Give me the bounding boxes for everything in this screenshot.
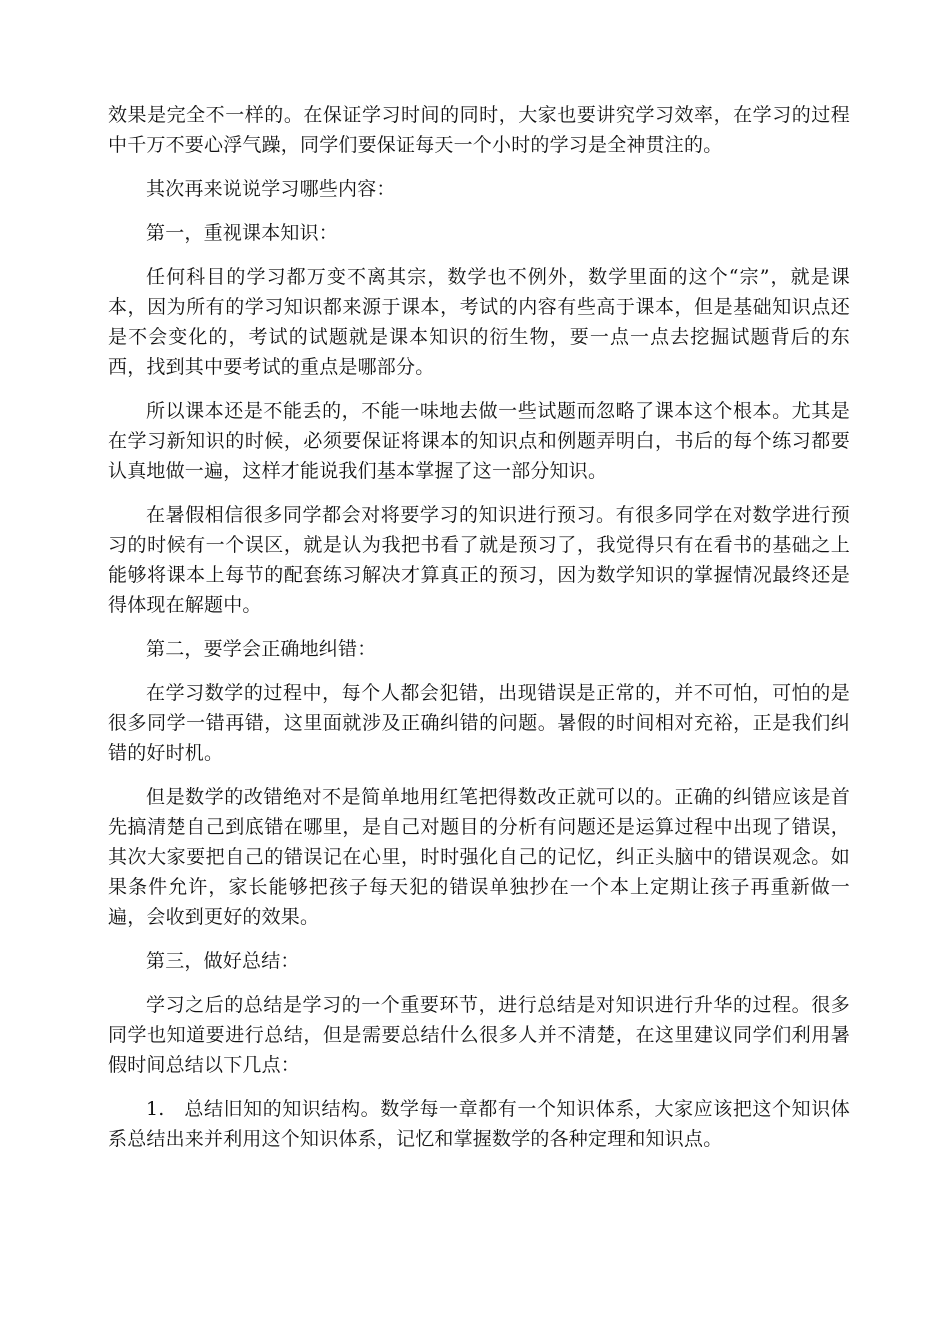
- list-item-text: 总结旧知的知识结构。数学每一章都有一个知识体系，大家应该把这个知识体系总结出来并利用这个知识体系，记忆和掌握数学的各种定理和知识点。: [108, 1098, 850, 1150]
- paragraph-summary: 学习之后的总结是学习的一个重要环节，进行总结是对知识进行升华的过程。很多同学也知道要进行总结，但是需要总结什么很多人并不清楚，在这里建议同学们利用暑假时间总结以下几点：: [108, 994, 850, 1076]
- heading-first-point: 第一，重视课本知识：: [146, 222, 339, 244]
- heading-second-point: 第二，要学会正确地纠错：: [146, 638, 377, 660]
- list-item-number: 1.: [146, 1098, 165, 1120]
- list-item: [108, 1094, 850, 1154]
- paragraph-preview: 在暑假相信很多同学都会对将要学习的知识进行预习。有很多同学在对数学进行预习的时候有一个误区，就是认为我把书看了就是预习了，我觉得只有在看书的基础之上能够将课本上每节的配套练习解决才算真正的预习，因为数学知识的掌握情况最终还是得体现在解题中。: [108, 504, 850, 616]
- paragraph-mistakes: 在学习数学的过程中，每个人都会犯错，出现错误是正常的，并不可怕，可怕的是很多同学一错再错，这里面就涉及正确纠错的问题。暑假的时间相对充裕，正是我们纠错的好时机。: [108, 682, 850, 764]
- paragraph-continuation: 效果是完全不一样的。在保证学习时间的同时，大家也要讲究学习效率，在学习的过程中千万不要心浮气躁，同学们要保证每天一个小时的学习是全神贯注的。: [108, 104, 850, 156]
- paragraph-textbook-fundamental: 所以课本还是不能丢的，不能一味地去做一些试题而忽略了课本这个根本。尤其是在学习新知识的时候，必须要保证将课本的知识点和例题弄明白，书后的每个练习都要认真地做一遍，这样才能说我们基本掌握了这一部分知识。: [108, 400, 850, 482]
- document-body: [108, 100, 850, 1168]
- section-intro: 其次再来说说学习哪些内容：: [146, 178, 396, 200]
- heading-third-point: 第三，做好总结：: [146, 950, 300, 972]
- paragraph-correction: 但是数学的改错绝对不是简单地用红笔把得数改正就可以的。正确的纠错应该是首先搞清楚自己到底错在哪里，是自己对题目的分析有问题还是运算过程中出现了错误，其次大家要把自己的错误记在心里，时时强化自己的记忆，纠正头脑中的错误观念。如果条件允许，家长能够把孩子每天犯的错误单独抄在一个本上定期让孩子再重新做一遍，会收到更好的效果。: [108, 786, 850, 928]
- paragraph-textbook-importance: 任何科目的学习都万变不离其宗，数学也不例外，数学里面的这个“宗”，就是课本，因为所有的学习知识都来源于课本，考试的内容有些高于课本，但是基础知识点还是不会变化的，考试的试题就是课本知识的衍生物，要一点一点去挖掘试题背后的东西，找到其中要考试的重点是哪部分。: [108, 266, 850, 378]
